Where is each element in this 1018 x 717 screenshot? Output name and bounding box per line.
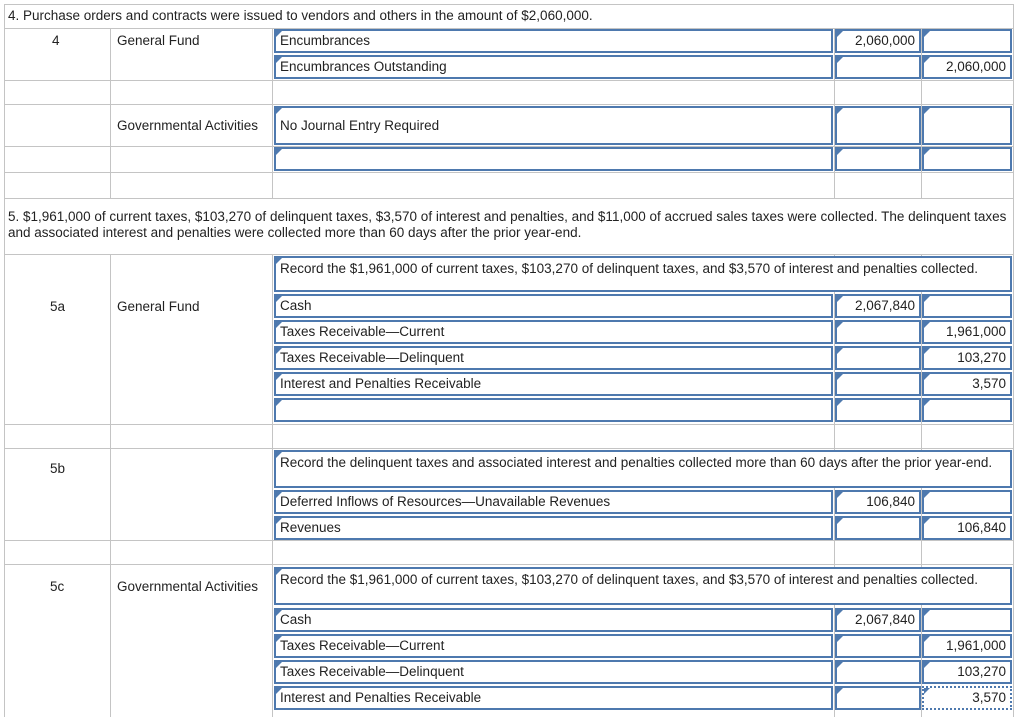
- credit-input[interactable]: 103,270: [922, 346, 1012, 370]
- debit-input[interactable]: [835, 660, 921, 684]
- credit-input[interactable]: 1,961,000: [922, 634, 1012, 658]
- credit-input[interactable]: [922, 608, 1012, 632]
- credit-input[interactable]: 3,570: [922, 372, 1012, 396]
- entry-number: 5a: [50, 299, 66, 314]
- fund-label: Governmental Activities: [117, 579, 259, 594]
- account-input[interactable]: No Journal Entry Required: [274, 106, 833, 145]
- debit-input[interactable]: [835, 55, 921, 79]
- account-input[interactable]: Cash: [274, 608, 833, 632]
- credit-input[interactable]: [922, 29, 1012, 53]
- credit-input[interactable]: [922, 106, 1012, 145]
- debit-input[interactable]: [835, 320, 921, 344]
- debit-input[interactable]: [835, 516, 921, 540]
- entry-number: 5b: [50, 461, 66, 476]
- debit-input[interactable]: 2,067,840: [835, 294, 921, 318]
- debit-input[interactable]: [835, 634, 921, 658]
- debit-input[interactable]: 2,060,000: [835, 29, 921, 53]
- account-input[interactable]: Encumbrances: [274, 29, 833, 53]
- debit-input[interactable]: [835, 147, 921, 171]
- account-input[interactable]: Taxes Receivable—Delinquent: [274, 346, 833, 370]
- debit-input[interactable]: 2,067,840: [835, 608, 921, 632]
- account-input[interactable]: Taxes Receivable—Current: [274, 320, 833, 344]
- account-input[interactable]: [274, 147, 833, 171]
- entry-number: 4: [52, 33, 60, 48]
- fund-label: General Fund: [117, 299, 200, 314]
- heading-5: 5. $1,961,000 of current taxes, $103,270 of delinquent taxes, $3,570 of interest and penalties, and $11,000 of accrued sales taxes were collected. The delinquent taxes and associated interest and penalties were collected more than 60 days after the prior year-end.: [8, 209, 1007, 240]
- account-input[interactable]: Encumbrances Outstanding: [274, 55, 833, 79]
- debit-input[interactable]: [835, 686, 921, 710]
- memo-input[interactable]: Record the delinquent taxes and associated interest and penalties collected more than 60 days after the prior year-end.: [274, 450, 1012, 488]
- account-input[interactable]: Taxes Receivable—Current: [274, 634, 833, 658]
- fund-label: General Fund: [117, 33, 200, 48]
- credit-input[interactable]: [922, 147, 1012, 171]
- credit-input[interactable]: [922, 490, 1012, 514]
- heading-4: 4. Purchase orders and contracts were issued to vendors and others in the amount of $2,060,000.: [8, 8, 593, 23]
- account-input[interactable]: Interest and Penalties Receivable: [274, 686, 833, 710]
- credit-input-focused[interactable]: 3,570: [922, 686, 1012, 710]
- account-input[interactable]: Taxes Receivable—Delinquent: [274, 660, 833, 684]
- credit-input[interactable]: 1,961,000: [922, 320, 1012, 344]
- credit-input[interactable]: [922, 398, 1012, 422]
- account-input[interactable]: Interest and Penalties Receivable: [274, 372, 833, 396]
- account-input[interactable]: [274, 398, 833, 422]
- memo-input[interactable]: Record the $1,961,000 of current taxes, $103,270 of delinquent taxes, and $3,570 of interest and penalties collected.: [274, 567, 1012, 605]
- debit-input[interactable]: [835, 372, 921, 396]
- account-input[interactable]: Deferred Inflows of Resources—Unavailable Revenues: [274, 490, 833, 514]
- account-input[interactable]: Cash: [274, 294, 833, 318]
- memo-input[interactable]: Record the $1,961,000 of current taxes, $103,270 of delinquent taxes, and $3,570 of interest and penalties collected.: [274, 256, 1012, 292]
- debit-input[interactable]: 106,840: [835, 490, 921, 514]
- credit-input[interactable]: 106,840: [922, 516, 1012, 540]
- fund-label: Governmental Activities: [117, 118, 259, 133]
- credit-input[interactable]: [922, 294, 1012, 318]
- debit-input[interactable]: [835, 346, 921, 370]
- debit-input[interactable]: [835, 106, 921, 145]
- debit-input[interactable]: [835, 398, 921, 422]
- credit-input[interactable]: 2,060,000: [922, 55, 1012, 79]
- account-input[interactable]: Revenues: [274, 516, 833, 540]
- credit-input[interactable]: 103,270: [922, 660, 1012, 684]
- entry-number: 5c: [50, 579, 65, 594]
